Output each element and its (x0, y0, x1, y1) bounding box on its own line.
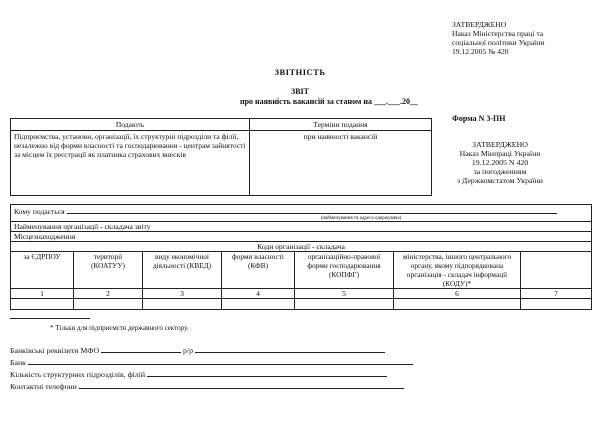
cell-kopfg[interactable] (295, 299, 394, 310)
main-table (10, 204, 592, 310)
footnote: * Тільки для підприємств державного сектору. (50, 324, 189, 332)
approval-block-top (452, 20, 592, 56)
phones-label: Контактні телефони (10, 382, 77, 391)
num-4: 4 (222, 289, 295, 299)
footnote-divider (10, 318, 90, 319)
mfo-row (10, 344, 430, 356)
phones-field[interactable] (79, 380, 404, 389)
num-1: 1 (11, 289, 74, 299)
cell-7[interactable] (521, 299, 592, 310)
submitters-text: Підприємства, установи, організації, їх структурні підрозділи та філії, незалежно від форми власності та господарювання - центрам зайнятості за місцем їх реєстрації як платника страхових внесків (11, 131, 250, 196)
phones-row (10, 380, 430, 392)
approval-right-line3: 19.12.2005 N 420 (471, 158, 529, 167)
approval-top-line2: Наказ Міністерства праці та (452, 29, 544, 38)
approval-right-line1: ЗАТВЕРДЖЕНО (472, 140, 528, 149)
bank-field[interactable] (28, 356, 413, 365)
cell-koatuu[interactable] (74, 299, 143, 310)
divisions-row (10, 368, 430, 380)
approval-right-line2: Наказ Мінпраці України (459, 149, 541, 158)
account-field[interactable] (195, 344, 385, 353)
cell-kved[interactable] (143, 299, 222, 310)
divisions-field[interactable] (147, 368, 387, 377)
col-edrpou: за ЄДРПОУ (11, 252, 74, 289)
bank-row (10, 356, 430, 368)
to-whom-row (11, 205, 592, 222)
to-whom-label: Кому подається (14, 207, 65, 216)
col-7 (521, 252, 592, 289)
mfo-field[interactable] (101, 344, 181, 353)
col-kodu: міністерства, іншого центрального органу, якому підпорядкована організація - складач інформації (КОДУ)* (394, 252, 521, 289)
num-6: 6 (394, 289, 521, 299)
org-name-row[interactable]: Найменування організації - складача звіту (11, 222, 592, 232)
cell-kodu[interactable] (394, 299, 521, 310)
col-kopfg: організаційно-правової форми господарювання (КОПФГ) (295, 252, 394, 289)
report-heading: ЗВІТ (290, 87, 309, 96)
form-label: Форма N 3-ПН (452, 114, 506, 123)
location-row[interactable]: Місцезнаходження (11, 232, 592, 242)
approval-top-line1: ЗАТВЕРДЖЕНО (452, 20, 507, 29)
submitters-table (10, 118, 432, 196)
num-5: 5 (295, 289, 394, 299)
report-subheading: про наявність вакансій за станом на ___.___.20__ (240, 97, 418, 106)
mfo-label: Банківські реквізити МФО (10, 346, 100, 355)
col-kfv: форми власності (КФВ) (222, 252, 295, 289)
divisions-label: Кількість структурних підрозділів, філій (10, 370, 146, 379)
approval-block-right (430, 140, 570, 185)
col-kved: виду економічної діяльності (КВЕД) (143, 252, 222, 289)
approval-top-line3: соціальної політики України (452, 38, 545, 47)
approval-right-line5: з Держкомстатом України (457, 176, 543, 185)
approval-right-line4: за погодженням (473, 167, 527, 176)
num-2: 2 (74, 289, 143, 299)
to-whom-field[interactable] (67, 205, 557, 214)
deadline-text: при наявності вакансій (250, 131, 432, 196)
num-3: 3 (143, 289, 222, 299)
cell-kfv[interactable] (222, 299, 295, 310)
cell-edrpou[interactable] (11, 299, 74, 310)
deadline-header: Терміни подання (250, 119, 432, 131)
approval-top-line4: 19.12.2005 № 420 (452, 47, 509, 56)
to-whom-note: (найменування та адреса одержувача) (320, 216, 402, 221)
num-7: 7 (521, 289, 592, 299)
submitters-header: Подають (11, 119, 250, 131)
codes-header: Коди організації - складача (11, 242, 592, 252)
col-koatuu: території (КОАТУУ) (74, 252, 143, 289)
document-title: ЗВІТНІСТЬ (274, 67, 326, 77)
account-label: р/р (183, 346, 193, 355)
bank-details (10, 344, 430, 392)
bank-label: Банк (10, 358, 26, 367)
